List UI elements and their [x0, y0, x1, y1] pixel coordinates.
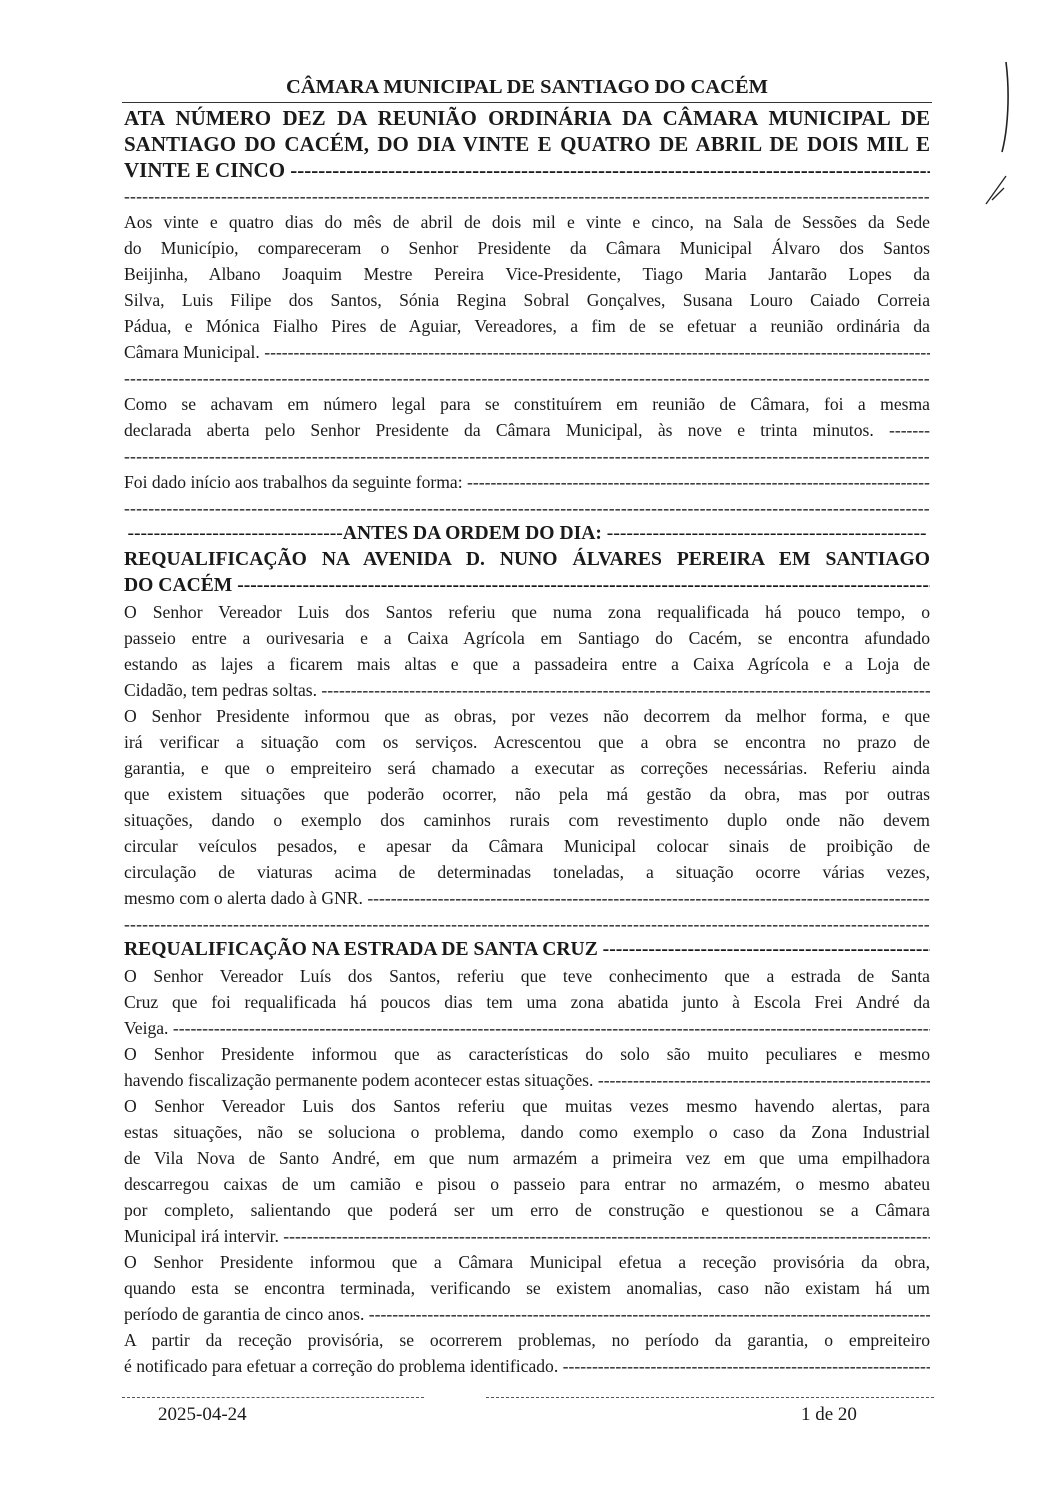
minutes-title [124, 105, 930, 183]
topic-title-line: REQUALIFICAÇÃO NA AVENIDA D. NUNO ÁLVARES PEREIRA EM SANTIAGO [124, 549, 930, 570]
signature-mark [978, 54, 1018, 214]
text-line: O Senhor Presidente informou que as obras, por vezes não decorrem da melhor forma, e que [124, 706, 930, 726]
text-line: de Vila Nova de Santo André, em que num armazém a primeira vez em que uma empilhadora [124, 1148, 930, 1168]
document-page [124, 74, 930, 1379]
text-line: Câmara Municipal. ----- [124, 339, 930, 365]
text-line: irá verificar a situação com os serviços. Acrescentou que a obra se encontra no prazo de [124, 732, 930, 752]
text-line: Silva, Luis Filipe dos Santos, Sónia Regina Sobral Gonçalves, Susana Louro Caiado Correia [124, 290, 930, 310]
dash-separator [124, 911, 930, 937]
text-line: Como se achavam em número legal para se constituírem em reunião de Câmara, foi a mesma [124, 394, 930, 414]
text-line: do Município, compareceram o Senhor Presidente da Câmara Municipal Álvaro dos Santos [124, 238, 930, 258]
text-line: estando as lajes a ficarem mais altas e que a passadeira entre a Caixa Agrícola e a Loja de [124, 654, 930, 674]
text-line: Veiga. ----- [124, 1015, 930, 1041]
title-line: SANTIAGO DO CACÉM, DO DIA VINTE E QUATRO DE ABRIL DE DOIS MIL E [124, 132, 930, 156]
text-line: O Senhor Presidente informou que as características do solo são muito peculiares e mesmo [124, 1044, 930, 1064]
text-line: O Senhor Vereador Luis dos Santos referiu que muitas vezes mesmo havendo alertas, para [124, 1096, 930, 1116]
topic1-body [124, 599, 930, 937]
dash-separator [124, 365, 930, 391]
text-line: por completo, salientando que poderá ser um erro de construção e questionou se a Câmara [124, 1200, 930, 1220]
text-line: O Senhor Vereador Luís dos Santos, referiu que teve conhecimento que a estrada de Santa [124, 966, 930, 986]
minutes-body [124, 183, 930, 521]
footer-date: 2025-04-24 [158, 1404, 247, 1425]
text-line: que existem situações que poderão ocorrer, não pela má gestão da obra, mas por outras [124, 784, 930, 804]
text-line: circular veículos pesados, e apesar da Câmara Municipal colocar sinais de proibição de [124, 836, 930, 856]
text-line: período de garantia de cinco anos. ----- [124, 1301, 930, 1327]
text-line: circulação de viaturas acima de determinadas toneladas, a situação ocorre várias vezes, [124, 862, 930, 882]
dash-separator [124, 495, 930, 521]
topic-title-line: REQUALIFICAÇÃO NA ESTRADA DE SANTA CRUZ ----- [124, 937, 930, 963]
text-line: garantia, e que o empreiteiro será chamado a executar as correções necessárias. Referiu ainda [124, 758, 930, 778]
intro-paragraph [124, 209, 930, 365]
topic2-heading [124, 937, 930, 963]
document-header: CÂMARA MUNICIPAL DE SANTIAGO DO CACÉM [122, 74, 932, 103]
footer-page-number: 1 de 20 [801, 1404, 857, 1425]
text-line: Cidadão, tem pedras soltas. ----- [124, 677, 930, 703]
text-line: é notificado para efetuar a correção do problema identificado. ----- [124, 1353, 930, 1379]
start-line: Foi dado início aos trabalhos da seguinte forma: ----- [124, 469, 930, 495]
text-line: Municipal irá intervir. ----- [124, 1223, 930, 1249]
text-line: quando esta se encontra terminada, verificando se existem anomalias, caso não existam há um [124, 1278, 930, 1298]
text-line: A partir da receção provisória, se ocorrerem problemas, no período da garantia, o empreiteiro [124, 1330, 930, 1350]
text-line: O Senhor Vereador Luis dos Santos referiu que numa zona requalificada há pouco tempo, o [124, 602, 930, 622]
dash-separator [124, 183, 930, 209]
text-line: Cruz que foi requalificada há poucos dias tem uma zona abatida junto à Escola Frei André da [124, 992, 930, 1012]
text-line: mesmo com o alerta dado à GNR. ----- [124, 885, 930, 911]
opening-paragraph [124, 391, 930, 443]
topic2-body [124, 963, 930, 1379]
title-line: VINTE E CINCO ----- [124, 157, 930, 183]
footer-rule-right [486, 1397, 934, 1398]
text-line: situações, dando o exemplo dos caminhos rurais com revestimento duplo onde não devem [124, 810, 930, 830]
section-antes-da-ordem [124, 521, 930, 599]
topic-title-line: DO CACÉM ----- [124, 573, 930, 599]
text-line: Aos vinte e quatro dias do mês de abril de dois mil e vinte e cinco, na Sala de Sessões da Sede [124, 212, 930, 232]
dash-separator [124, 443, 930, 469]
text-line: Pádua, e Mónica Fialho Pires de Aguiar, Vereadores, a fim de se efetuar a reunião ordinária da [124, 316, 930, 336]
text-line: havendo fiscalização permanente podem acontecer estas situações. ----- [124, 1067, 930, 1093]
text-line: passeio entre a ourivesaria e a Caixa Agrícola em Santiago do Cacém, se encontra afundado [124, 628, 930, 648]
text-line: descarregou caixas de um camião e pisou o passeio para entrar no armazém, o mesmo abateu [124, 1174, 930, 1194]
text-line: Beijinha, Albano Joaquim Mestre Pereira Vice-Presidente, Tiago Maria Jantarão Lopes da [124, 264, 930, 284]
title-line: ATA NÚMERO DEZ DA REUNIÃO ORDINÁRIA DA CÂMARA MUNICIPAL DE [124, 106, 930, 130]
text-line: O Senhor Presidente informou que a Câmara Municipal efetua a receção provisória da obra, [124, 1252, 930, 1272]
section-heading: ---------------------------------ANTES DA ORDEM DO DIA: ------------------------------------------------- [127, 523, 927, 544]
text-line: declarada aberta pelo Senhor Presidente da Câmara Municipal, às nove e trinta minutos. ------- [124, 420, 930, 440]
text-line: estas situações, não se soluciona o problema, dando como exemplo o caso da Zona Industrial [124, 1122, 930, 1142]
footer-rule-left [122, 1397, 424, 1398]
